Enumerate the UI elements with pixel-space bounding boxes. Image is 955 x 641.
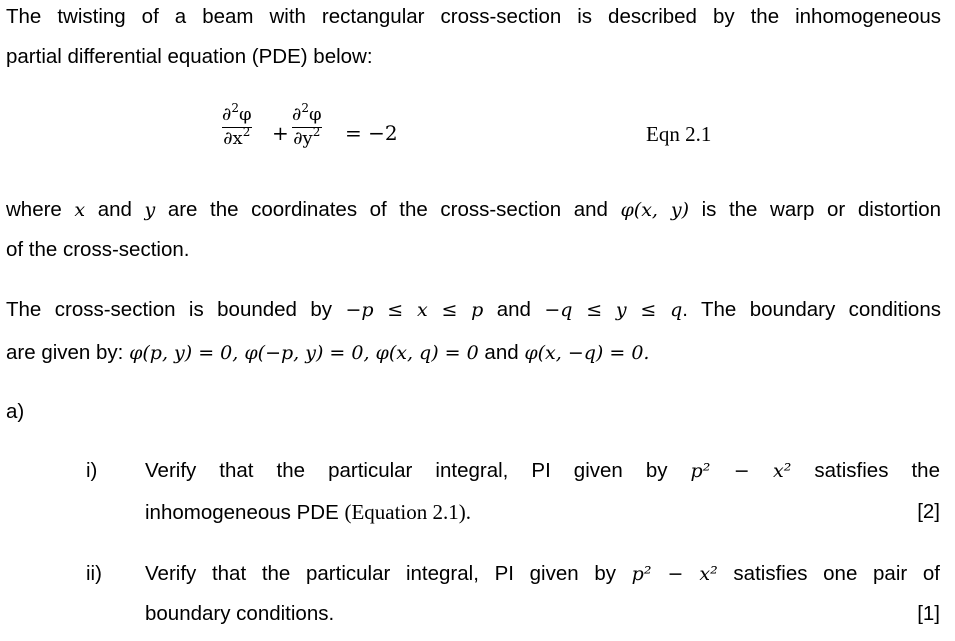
math-y-range: −q ≤ y ≤ q xyxy=(544,299,683,321)
intro-line-2: partial differential equation (PDE) below: xyxy=(6,45,373,68)
item-line-1 xyxy=(145,459,940,483)
where-line-1 xyxy=(6,198,941,222)
item-line-2 xyxy=(145,500,940,525)
equation-rhs: = −2 xyxy=(345,121,398,145)
text: and xyxy=(496,298,531,321)
plus-sign: + xyxy=(272,121,289,145)
text: inhomogeneous PDE xyxy=(145,501,339,524)
text: where xyxy=(6,198,62,221)
text: and xyxy=(484,341,519,364)
math-y: y xyxy=(144,199,156,221)
item-line-1 xyxy=(145,562,940,586)
where-line-2: of the cross-section. xyxy=(6,238,190,261)
fraction-denominator: $\partial x^2$ xyxy=(223,125,251,149)
intro-line-1: The twisting of a beam with rectangular cross-section is described by the inhomogeneous xyxy=(6,5,941,28)
text: satisfies one pair of xyxy=(733,562,940,585)
text: Verify that the particular integral, PI given by xyxy=(145,562,616,585)
text: satisfies the xyxy=(814,459,940,482)
fraction-d2phi-dx2 xyxy=(222,101,252,149)
math-expression: p² − x² xyxy=(631,563,718,585)
bounds-line-1 xyxy=(6,298,941,322)
text: The cross-section is bounded by xyxy=(6,298,333,321)
equation-reference: (Equation 2.1). xyxy=(344,500,472,524)
math-x-range: −p ≤ x ≤ p xyxy=(345,299,484,321)
marks-badge: [1] xyxy=(917,602,940,625)
math-phi-xy: φ(x, y) xyxy=(620,199,690,221)
text: . The boundary conditions xyxy=(682,298,941,321)
math-expression: p² − x² xyxy=(690,460,792,482)
math-boundary-condition-last: φ(x, −q) = 0. xyxy=(524,342,650,364)
fraction-numerator: ∂$^2$φ xyxy=(222,101,252,125)
math-x: x xyxy=(74,199,86,221)
equation-label: Eqn 2.1 xyxy=(646,122,712,146)
item-number: ii) xyxy=(86,562,102,585)
text: Verify that the particular integral, PI given by xyxy=(145,459,668,482)
text: are given by: xyxy=(6,341,124,364)
text: and xyxy=(97,198,132,221)
fraction-numerator: ∂$^2$φ xyxy=(292,101,322,125)
bounds-line-2 xyxy=(6,341,649,365)
text: are the coordinates of the cross-section and xyxy=(167,198,608,221)
item-number: i) xyxy=(86,459,98,482)
fraction-d2phi-dy2 xyxy=(292,101,322,149)
item-line-2: boundary conditions. xyxy=(145,602,335,625)
text: is the warp or distortion xyxy=(701,198,942,221)
part-a-label: a) xyxy=(6,400,25,423)
fraction-denominator: $\partial y^2$ xyxy=(293,125,321,149)
math-boundary-conditions: φ(p, y) = 0, φ(−p, y) = 0, φ(x, q) = 0 xyxy=(129,342,479,364)
marks-badge: [2] xyxy=(917,500,940,523)
